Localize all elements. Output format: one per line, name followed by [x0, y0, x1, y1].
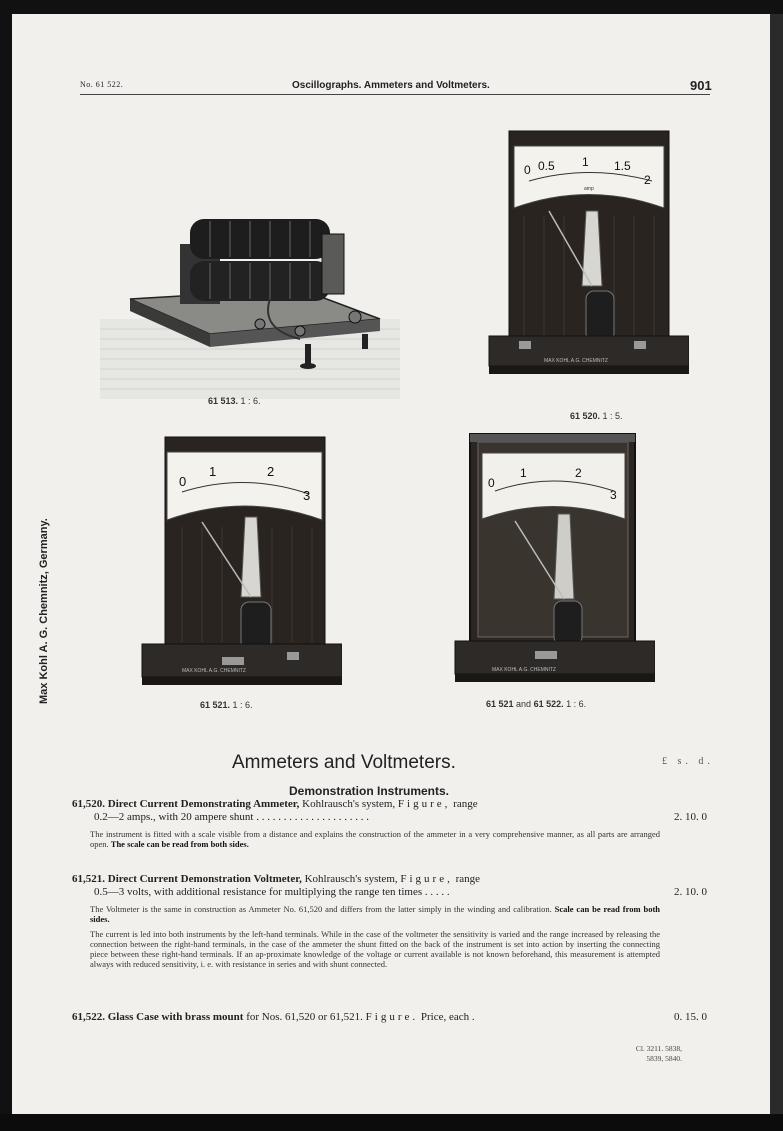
entry-line-2: 0.2—2 amps., with 20 ampere shunt . . . . . . . . . . . . . . . . . . . . . — [94, 811, 369, 823]
header-rule — [80, 94, 710, 95]
voltmeter-scale-1: 1 — [209, 464, 217, 479]
note-text: The instrument is fitted with a scale visible from a distance and explains the construction of the ammeter in a very comprehensive manner, as all parts are arranged open. — [90, 829, 660, 849]
entry-figure: Figure. — [365, 1011, 419, 1023]
figure-caption-61521 — [200, 700, 253, 710]
figure-caption-61520 — [570, 411, 623, 421]
entry-range-label: range — [453, 798, 478, 810]
product-entry-61521 — [72, 873, 712, 899]
section-subtitle: Demonstration Instruments. — [289, 784, 450, 798]
note-61520 — [90, 829, 660, 849]
caption-number-2: 61 522. — [533, 699, 564, 709]
entry-line-2: 0.5—3 volts, with additional resistance for multiplying the range ten times . . . . . — [94, 886, 450, 898]
entry-name: Direct Current Demonstrating Ammeter, — [107, 798, 300, 810]
ammeter-unit: amp — [584, 186, 594, 192]
price-61521: 2. 10. 0 — [674, 886, 707, 898]
voltmeter-brand: MAX KOHL A.G. CHEMNITZ — [182, 668, 246, 674]
entry-compat: for Nos. 61,520 or 61,521. — [246, 1011, 363, 1023]
ammeter-scale-15: 1.5 — [614, 159, 631, 173]
ammeter-scale-2: 2 — [644, 173, 651, 187]
entry-range-label: range — [455, 873, 481, 885]
code-references — [602, 1044, 682, 1064]
entry-system: Kohlrausch's system, — [304, 873, 398, 885]
note-61521 — [90, 904, 660, 924]
caption-scale: 1 : 6. — [566, 699, 587, 709]
note-bold: The scale can be read from both sides. — [110, 839, 249, 849]
caption-number: 61 520. — [570, 411, 601, 421]
caption-number: 61 521. — [200, 700, 231, 710]
page-edge-right — [770, 14, 783, 1114]
price-61520: 2. 10. 0 — [674, 811, 707, 823]
caption-number: 61 521 — [486, 699, 514, 709]
figure-voltmeter-61521 — [127, 432, 342, 692]
ammeter-scale-0: 0 — [524, 163, 531, 177]
voltmeter-scale-0: 0 — [179, 474, 187, 489]
note-text: The Voltmeter is the same in construction as Ammeter No. 61,520 and differs from the latter simply in the winding and calibration. — [90, 904, 552, 914]
caption-scale: 1 : 6. — [240, 396, 261, 406]
case-scale-2: 2 — [575, 466, 582, 480]
figure-caption-61521-61522 — [486, 699, 586, 709]
case-scale-1: 1 — [520, 466, 527, 480]
case-brand: MAX KOHL A.G. CHEMNITZ — [492, 667, 556, 673]
caption-number: 61 513. — [208, 396, 239, 406]
entry-figure: Figure, — [400, 873, 453, 885]
figure-voltmeter-glass-case — [440, 429, 655, 691]
entry-name: Direct Current Demonstration Voltmeter, — [107, 873, 302, 885]
entry-number: 61,521. — [72, 873, 105, 885]
voltmeter-scale-3: 3 — [303, 488, 311, 503]
caption-and: and — [516, 699, 532, 709]
price-61522: 0. 15. 0 — [674, 1011, 707, 1023]
entry-number: 61,522. — [72, 1011, 105, 1023]
case-scale-3: 3 — [610, 488, 617, 502]
note-bold: Scale can be read from both sides. — [90, 904, 661, 924]
entry-name: Glass Case with brass mount — [107, 1011, 244, 1023]
publisher-side-text: Max Kohl A. G. Chemnitz, Germany. — [38, 518, 50, 704]
entry-line-1 — [72, 873, 712, 886]
header-section-title: Oscillographs. Ammeters and Voltmeters. — [292, 80, 490, 91]
header-catalog-number: No. 61 522. — [80, 80, 124, 89]
ammeter-scale-05: 0.5 — [538, 159, 555, 173]
entry-number: 61,520. — [72, 798, 105, 810]
page-edge-bottom — [0, 1114, 783, 1131]
code-ref-1: Cl. 3211. 5838, — [635, 1044, 682, 1053]
entry-line-1 — [72, 798, 712, 811]
product-entry-61522 — [72, 1011, 712, 1024]
caption-scale: 1 : 6. — [232, 700, 253, 710]
entry-system: Kohlrausch's system, — [302, 798, 396, 810]
note-61521-terminals: The current is led into both instruments by the left-hand terminals. While in the case of the voltmeter the sensitivity is varied and the range increased by releasing the connection between the right-hand terminals, in the case of the ammeter the shunt fitted on the back of the instrument is set into action by inserting the connecting piece between these right-hand terminals. If an ap-proximate knowledge of the voltage or current available is not known beforehand, this measurement is attempted always with reduced sensitivity, i. e. with resistance in series and with shunt connected. — [90, 929, 660, 969]
page-number: 901 — [690, 78, 712, 93]
figure-caption-61513 — [208, 396, 261, 406]
entry-price-label: Price, each . — [420, 1011, 475, 1023]
voltmeter-scale-2: 2 — [267, 464, 275, 479]
currency-header: £ s. d. — [662, 756, 714, 767]
case-scale-0: 0 — [488, 476, 495, 490]
caption-scale: 1 : 5. — [602, 411, 623, 421]
figure-oscillograph-coil — [100, 199, 400, 409]
entry-figure: Figure, — [397, 798, 451, 810]
ammeter-brand: MAX KOHL A.G. CHEMNITZ — [544, 358, 608, 364]
figure-ammeter-61520 — [474, 126, 689, 381]
catalog-page — [12, 14, 770, 1114]
section-title: Ammeters and Voltmeters. — [232, 752, 456, 773]
product-entry-61520 — [72, 798, 712, 824]
code-ref-2: 5839, 5840. — [646, 1054, 682, 1063]
ammeter-scale-1: 1 — [582, 155, 589, 169]
